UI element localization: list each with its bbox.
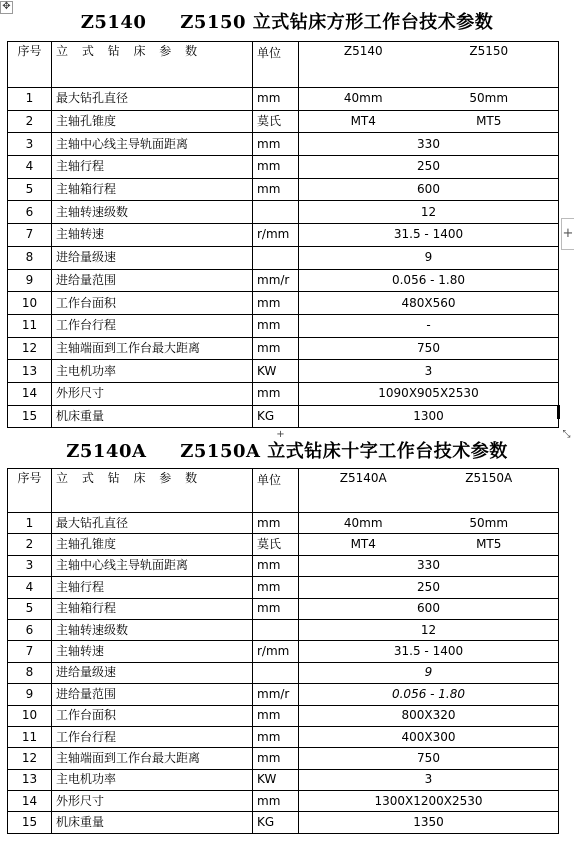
value-cell: 3 bbox=[299, 360, 559, 383]
unit-cell: mm bbox=[253, 292, 299, 315]
value-cell: - bbox=[299, 314, 559, 337]
table-row bbox=[8, 292, 559, 315]
unit-cell: mm bbox=[253, 88, 299, 111]
param-name: 主轴转速 bbox=[52, 224, 253, 247]
value-cell: 600 bbox=[299, 178, 559, 201]
param-name: 外形尺寸 bbox=[52, 382, 253, 405]
value-cell: 12 bbox=[299, 619, 559, 640]
row-no: 7 bbox=[8, 641, 52, 662]
row-no: 8 bbox=[8, 662, 52, 683]
value-cell bbox=[299, 110, 559, 133]
value-model-a: 40mm bbox=[343, 515, 383, 530]
param-name: 主轴孔锥度 bbox=[52, 110, 253, 133]
table-row bbox=[8, 577, 559, 598]
unit-cell: 莫氏 bbox=[253, 110, 299, 133]
unit-cell: KW bbox=[253, 360, 299, 383]
row-no: 15 bbox=[8, 405, 52, 428]
table-row bbox=[8, 246, 559, 269]
row-no: 10 bbox=[8, 705, 52, 726]
param-name: 机床重量 bbox=[52, 812, 253, 833]
row-no: 2 bbox=[8, 110, 52, 133]
value-cell: 250 bbox=[299, 156, 559, 179]
table2-title: Z5140A Z5150A 立式钻床十字工作台技术参数 bbox=[66, 441, 508, 462]
value-cell: 330 bbox=[299, 133, 559, 156]
row-no: 15 bbox=[8, 812, 52, 833]
table-row bbox=[8, 178, 559, 201]
value-cell: 12 bbox=[299, 201, 559, 224]
unit-cell: mm/r bbox=[253, 269, 299, 292]
table-row bbox=[8, 684, 559, 705]
param-name: 主轴孔锥度 bbox=[52, 534, 253, 555]
value-cell bbox=[299, 513, 559, 534]
unit-cell: KG bbox=[253, 812, 299, 833]
table-row bbox=[8, 769, 559, 790]
row-no: 11 bbox=[8, 314, 52, 337]
table-row bbox=[8, 224, 559, 247]
row-no: 6 bbox=[8, 201, 52, 224]
unit-cell: r/mm bbox=[253, 224, 299, 247]
unit-cell: mm bbox=[253, 748, 299, 769]
table-row bbox=[8, 337, 559, 360]
value-model-b: MT5 bbox=[476, 114, 502, 129]
row-no: 11 bbox=[8, 726, 52, 747]
param-name: 工作台面积 bbox=[52, 705, 253, 726]
value-cell: 480X560 bbox=[299, 292, 559, 315]
param-name: 进给量级速 bbox=[52, 246, 253, 269]
value-model-a: MT4 bbox=[350, 537, 376, 552]
param-name: 机床重量 bbox=[52, 405, 253, 428]
header-no: 序号 bbox=[8, 469, 52, 513]
table-row bbox=[8, 110, 559, 133]
param-name: 主轴行程 bbox=[52, 577, 253, 598]
unit-cell bbox=[253, 201, 299, 224]
row-no: 1 bbox=[8, 513, 52, 534]
table-row bbox=[8, 201, 559, 224]
param-name: 工作台行程 bbox=[52, 314, 253, 337]
param-name: 工作台面积 bbox=[52, 292, 253, 315]
table-row bbox=[8, 705, 559, 726]
row-no: 14 bbox=[8, 382, 52, 405]
value-cell: 31.5 - 1400 bbox=[299, 641, 559, 662]
table1 bbox=[7, 41, 559, 428]
unit-cell: mm bbox=[253, 382, 299, 405]
unit-cell: KW bbox=[253, 769, 299, 790]
header-model-b: Z5150A bbox=[465, 471, 513, 485]
table-row bbox=[8, 314, 559, 337]
unit-cell bbox=[253, 619, 299, 640]
table-row bbox=[8, 791, 559, 812]
value-cell: 9 bbox=[299, 662, 559, 683]
unit-cell: mm bbox=[253, 337, 299, 360]
param-name: 主电机功率 bbox=[52, 360, 253, 383]
value-cell: 31.5 - 1400 bbox=[299, 224, 559, 247]
value-cell: 750 bbox=[299, 337, 559, 360]
value-model-a: 40mm bbox=[343, 91, 383, 106]
value-cell: 800X320 bbox=[299, 705, 559, 726]
table-row bbox=[8, 748, 559, 769]
unit-cell: mm bbox=[253, 577, 299, 598]
value-model-a: MT4 bbox=[350, 114, 376, 129]
unit-cell: KG bbox=[253, 405, 299, 428]
value-cell bbox=[299, 88, 559, 111]
value-cell: 330 bbox=[299, 555, 559, 576]
table1-header-row bbox=[8, 42, 559, 88]
table-row bbox=[8, 641, 559, 662]
table-row bbox=[8, 662, 559, 683]
param-name: 主轴转速级数 bbox=[52, 201, 253, 224]
param-name: 主轴转速级数 bbox=[52, 619, 253, 640]
unit-cell: mm bbox=[253, 156, 299, 179]
value-model-b: 50mm bbox=[469, 515, 509, 530]
table2 bbox=[7, 468, 559, 834]
table-row bbox=[8, 726, 559, 747]
table-row bbox=[8, 619, 559, 640]
table-row bbox=[8, 598, 559, 619]
row-no: 4 bbox=[8, 156, 52, 179]
param-name: 主轴中心线主导轨面距离 bbox=[52, 555, 253, 576]
add-column-button[interactable]: + bbox=[561, 218, 574, 250]
unit-cell: mm/r bbox=[253, 684, 299, 705]
row-no: 12 bbox=[8, 337, 52, 360]
value-cell: 750 bbox=[299, 748, 559, 769]
unit-cell: mm bbox=[253, 133, 299, 156]
table-row bbox=[8, 405, 559, 428]
table-row bbox=[8, 513, 559, 534]
param-name: 外形尺寸 bbox=[52, 791, 253, 812]
unit-cell: mm bbox=[253, 314, 299, 337]
header-model-a: Z5140A bbox=[339, 471, 387, 485]
value-cell: 1300 bbox=[299, 405, 559, 428]
unit-cell: 莫氏 bbox=[253, 534, 299, 555]
unit-cell: mm bbox=[253, 598, 299, 619]
param-name: 进给量范围 bbox=[52, 684, 253, 705]
value-cell: 400X300 bbox=[299, 726, 559, 747]
unit-cell: mm bbox=[253, 178, 299, 201]
row-no: 13 bbox=[8, 360, 52, 383]
row-no: 14 bbox=[8, 791, 52, 812]
table1-title: Z5140 Z5150 立式钻床方形工作台技术参数 bbox=[80, 12, 494, 33]
row-no: 10 bbox=[8, 292, 52, 315]
value-cell: 1090X905X2530 bbox=[299, 382, 559, 405]
param-name: 进给量范围 bbox=[52, 269, 253, 292]
table-resize-handle[interactable]: ⤡ bbox=[562, 429, 571, 440]
header-param: 立 式 钻 床 参 数 bbox=[52, 469, 253, 513]
table-row bbox=[8, 360, 559, 383]
param-name: 最大钻孔直径 bbox=[52, 513, 253, 534]
row-no: 2 bbox=[8, 534, 52, 555]
row-no: 5 bbox=[8, 178, 52, 201]
value-cell: 0.056 - 1.80 bbox=[299, 684, 559, 705]
header-models bbox=[299, 469, 559, 513]
row-no: 12 bbox=[8, 748, 52, 769]
header-model-b: Z5150 bbox=[469, 44, 509, 58]
row-no: 5 bbox=[8, 598, 52, 619]
row-no: 4 bbox=[8, 577, 52, 598]
param-name: 主轴箱行程 bbox=[52, 178, 253, 201]
table-row bbox=[8, 269, 559, 292]
unit-cell bbox=[253, 662, 299, 683]
table-row bbox=[8, 555, 559, 576]
table-row bbox=[8, 534, 559, 555]
param-name: 主轴转速 bbox=[52, 641, 253, 662]
header-unit: 单位 bbox=[253, 469, 299, 513]
table-row bbox=[8, 156, 559, 179]
value-cell bbox=[299, 534, 559, 555]
value-cell: 250 bbox=[299, 577, 559, 598]
row-no: 13 bbox=[8, 769, 52, 790]
row-no: 3 bbox=[8, 555, 52, 576]
table-row bbox=[8, 812, 559, 833]
row-no: 8 bbox=[8, 246, 52, 269]
unit-cell: mm bbox=[253, 705, 299, 726]
add-row-button[interactable]: + bbox=[276, 429, 285, 440]
param-name: 最大钻孔直径 bbox=[52, 88, 253, 111]
unit-cell: mm bbox=[253, 791, 299, 812]
value-model-b: 50mm bbox=[469, 91, 509, 106]
table-row bbox=[8, 382, 559, 405]
header-model-a: Z5140 bbox=[343, 44, 383, 58]
value-cell: 3 bbox=[299, 769, 559, 790]
unit-cell: mm bbox=[253, 555, 299, 576]
value-cell: 0.056 - 1.80 bbox=[299, 269, 559, 292]
header-param: 立 式 钻 床 参 数 bbox=[52, 42, 253, 88]
param-name: 工作台行程 bbox=[52, 726, 253, 747]
value-cell: 600 bbox=[299, 598, 559, 619]
value-model-b: MT5 bbox=[476, 537, 502, 552]
param-name: 进给量级速 bbox=[52, 662, 253, 683]
unit-cell: mm bbox=[253, 726, 299, 747]
value-cell: 9 bbox=[299, 246, 559, 269]
row-no: 7 bbox=[8, 224, 52, 247]
param-name: 主轴箱行程 bbox=[52, 598, 253, 619]
param-name: 主轴端面到工作台最大距离 bbox=[52, 748, 253, 769]
table-row bbox=[8, 133, 559, 156]
table2-header-row bbox=[8, 469, 559, 513]
header-no: 序号 bbox=[8, 42, 52, 88]
param-name: 主轴中心线主导轨面距离 bbox=[52, 133, 253, 156]
param-name: 主轴端面到工作台最大距离 bbox=[52, 337, 253, 360]
row-no: 9 bbox=[8, 269, 52, 292]
table-row bbox=[8, 88, 559, 111]
value-cell: 1300X1200X2530 bbox=[299, 791, 559, 812]
param-name: 主电机功率 bbox=[52, 769, 253, 790]
value-cell: 1350 bbox=[299, 812, 559, 833]
row-no: 3 bbox=[8, 133, 52, 156]
param-name: 主轴行程 bbox=[52, 156, 253, 179]
row-no: 6 bbox=[8, 619, 52, 640]
unit-cell: mm bbox=[253, 513, 299, 534]
table-move-handle[interactable]: ✥ bbox=[0, 1, 13, 14]
unit-cell bbox=[253, 246, 299, 269]
unit-cell: r/mm bbox=[253, 641, 299, 662]
row-no: 1 bbox=[8, 88, 52, 111]
header-models bbox=[299, 42, 559, 88]
header-unit: 单位 bbox=[253, 42, 299, 88]
row-no: 9 bbox=[8, 684, 52, 705]
